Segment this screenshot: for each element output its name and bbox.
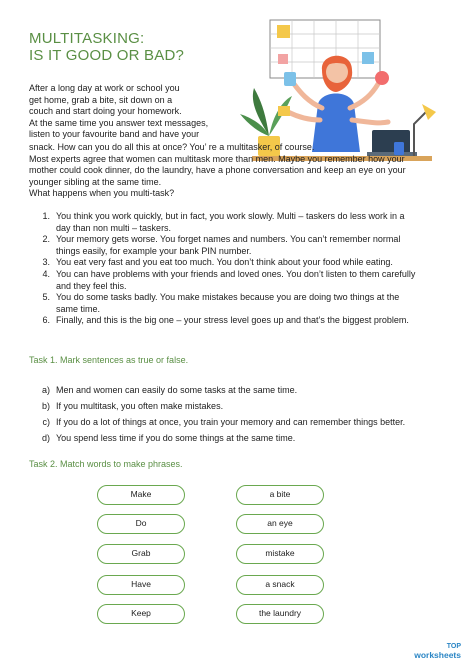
text-line: After a long day at work or school you	[29, 83, 180, 93]
title-line-1: MULTITASKING:	[29, 30, 145, 47]
text-line: mother could cook dinner, do the laundry, have a phone conversation and keep an eye on your	[29, 165, 406, 176]
text-line: things easily, for example your bank PIN number.	[56, 245, 252, 256]
text-line: listen to your favourite band and have your	[29, 129, 200, 140]
effects-list	[29, 211, 445, 327]
text-line: You think you work quickly, but in fact, you work slowly. Multi – taskers do less work in a	[56, 211, 405, 221]
list-text	[56, 211, 445, 234]
list-text	[56, 292, 445, 315]
list-number: 1.	[42, 211, 50, 221]
list-item	[29, 382, 445, 398]
statement-text: You spend less time if you do some things at the same time.	[56, 433, 296, 443]
text-line: same time.	[56, 303, 101, 314]
text-line: Finally, and this is the big one – your stress level goes up and that’s the biggest problem.	[56, 315, 409, 326]
text-line: You do some tasks badly. You make mistakes because you are doing two things at the	[56, 292, 400, 303]
list-text	[56, 315, 445, 327]
match-word-left[interactable]: Grab	[97, 544, 185, 564]
list-number: 2.	[42, 234, 50, 245]
list-text	[56, 257, 445, 269]
intro-paragraph-wide	[29, 142, 443, 200]
task2-heading: Task 2. Match words to make phrases.	[29, 459, 183, 469]
match-word-right[interactable]: an eye	[236, 514, 324, 534]
text-line: You eat very fast and you eat too much. You don’t think about your food while eating.	[56, 257, 393, 268]
logo-bottom: worksheets	[414, 650, 461, 660]
match-word-right[interactable]: the laundry	[236, 604, 324, 624]
list-number: 4.	[42, 268, 50, 279]
match-word-left[interactable]: Keep	[97, 604, 185, 624]
text-line: At the same time you answer text messages,	[29, 117, 209, 128]
list-item	[29, 414, 445, 430]
match-word-left[interactable]: Do	[97, 514, 185, 534]
text-line: snack. How can you do all this at once? You’ re a multitasker, of course.	[29, 142, 315, 152]
list-item	[29, 315, 445, 327]
list-letter: b)	[41, 401, 50, 411]
list-item	[29, 269, 445, 292]
match-word-left[interactable]: Have	[97, 575, 185, 595]
list-item	[29, 257, 445, 269]
statement-text: If you do a lot of things at once, you train your memory and can remember things better.	[56, 417, 406, 427]
text-line: couch and start doing your homework.	[29, 106, 182, 117]
match-word-right[interactable]: a bite	[236, 485, 324, 505]
text-line: You can have problems with your friends and loved ones. You don’t listen to them carefully	[56, 268, 416, 279]
text-line: and they feel this.	[56, 280, 127, 291]
text-line: get home, grab a bite, sit down on a	[29, 94, 173, 105]
match-word-right[interactable]: mistake	[236, 544, 324, 564]
text-line: day than non multi – taskers.	[56, 222, 172, 233]
match-word-left[interactable]: Make	[97, 485, 185, 505]
topworksheets-logo	[414, 643, 461, 659]
list-item	[29, 430, 445, 446]
list-item	[29, 398, 445, 414]
text-line: Your memory gets worse. You forget names and numbers. You can’t remember normal	[56, 234, 401, 245]
text-line: younger sibling at the same time.	[29, 176, 162, 187]
list-item	[29, 234, 445, 257]
logo-top: TOP	[446, 643, 461, 650]
question-line: What happens when you multi-task?	[29, 188, 175, 199]
true-false-list	[29, 382, 445, 446]
list-item	[29, 211, 445, 234]
title-line-2: IS IT GOOD OR BAD?	[29, 47, 185, 64]
list-number: 6.	[42, 315, 50, 326]
list-item	[29, 292, 445, 315]
list-letter: c)	[42, 417, 50, 427]
list-letter: d)	[41, 433, 50, 443]
intro-paragraph-narrow	[29, 83, 219, 141]
list-number: 5.	[42, 292, 50, 303]
list-number: 3.	[42, 257, 50, 268]
match-word-right[interactable]: a snack	[236, 575, 324, 595]
list-letter: a)	[41, 385, 50, 395]
list-text	[56, 269, 445, 292]
statement-text: Men and women can easily do some tasks at the same time.	[56, 385, 298, 395]
text-line: Most experts agree that women can multitask more than men. Maybe you remember how your	[29, 153, 405, 164]
worksheet-title	[29, 30, 184, 64]
task1-heading: Task 1. Mark sentences as true or false.	[29, 355, 189, 365]
statement-text: If you multitask, you often make mistakes.	[56, 401, 224, 411]
list-text	[56, 234, 445, 257]
